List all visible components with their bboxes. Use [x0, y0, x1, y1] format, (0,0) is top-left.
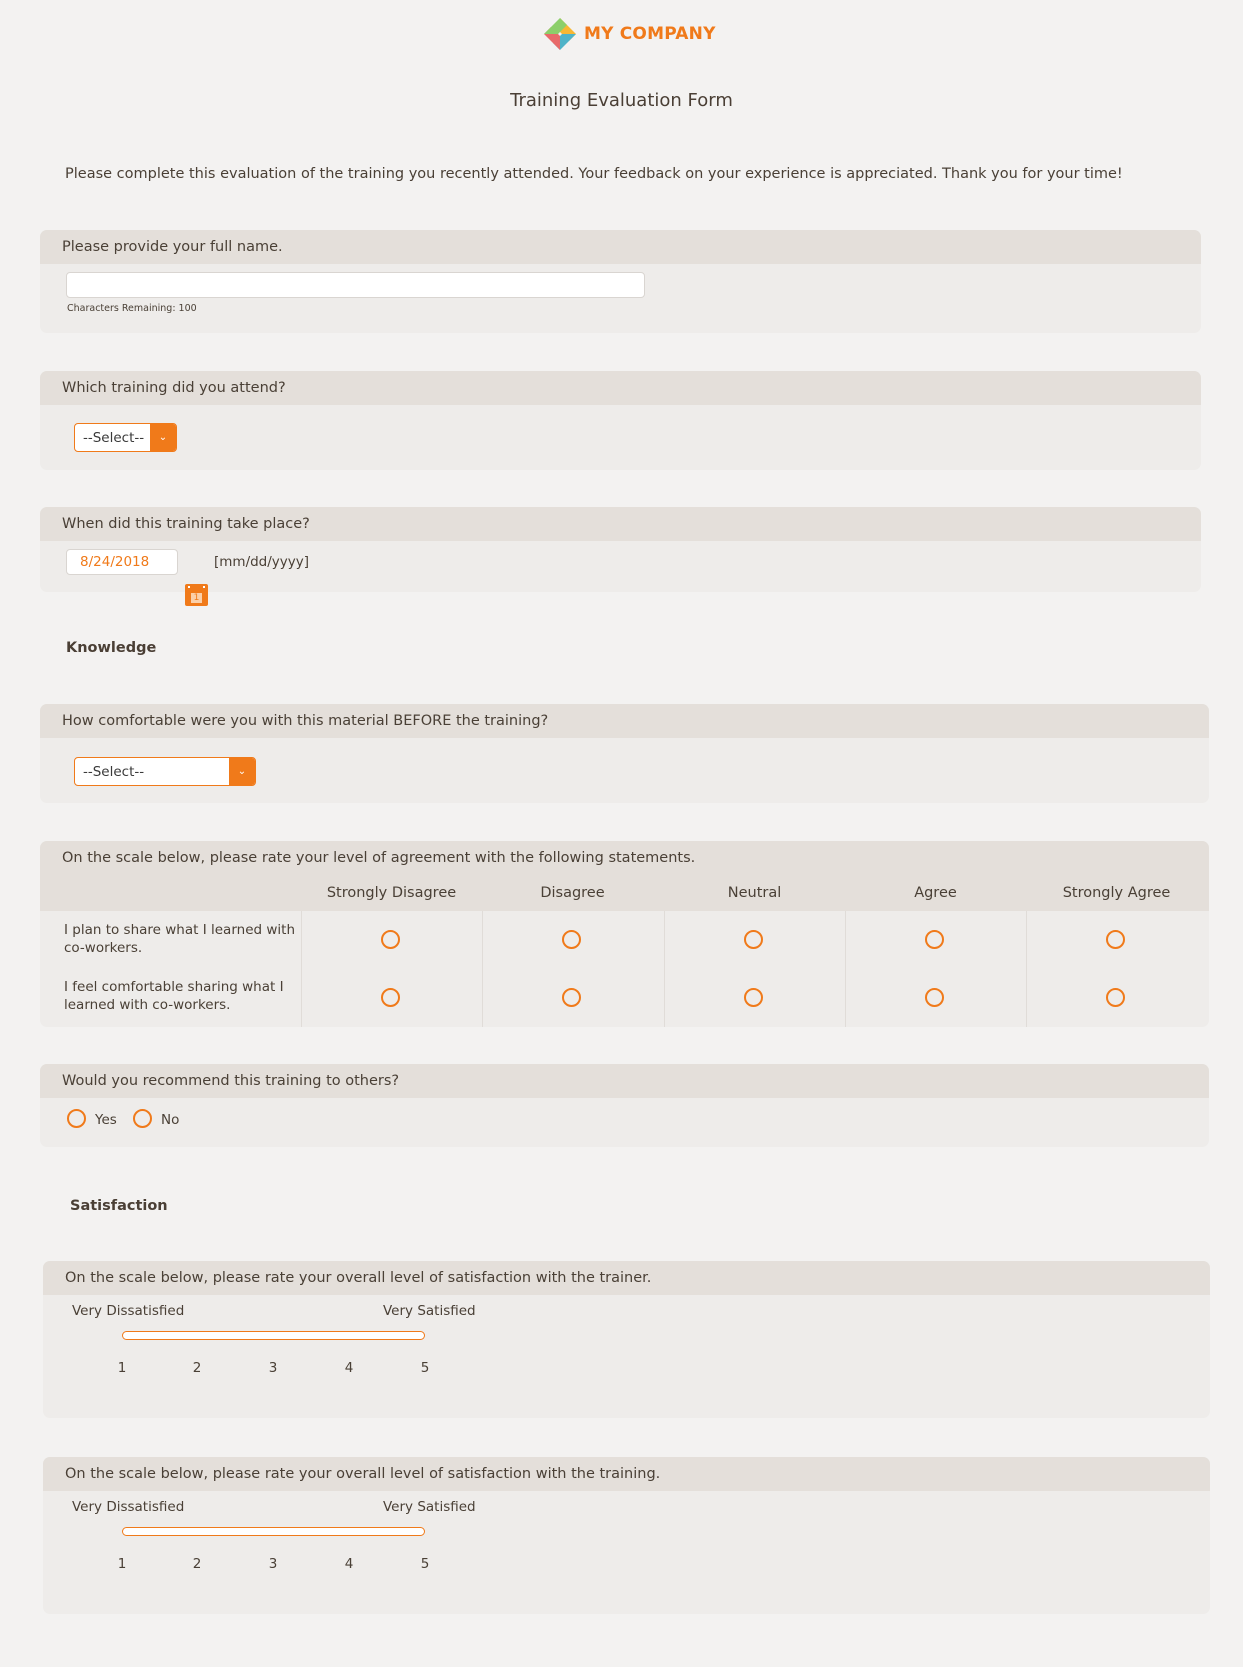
- full-name-input[interactable]: [66, 272, 645, 298]
- select-value: --Select--: [83, 429, 145, 446]
- question-label: On the scale below, please rate your level of agreement with the following statements.: [40, 841, 1209, 875]
- question-comfort-before: [40, 704, 1209, 803]
- radio-strongly-agree[interactable]: [1106, 988, 1125, 1007]
- comfort-before-select[interactable]: [74, 757, 256, 786]
- question-label: Please provide your full name.: [40, 230, 1201, 264]
- question-recommend: [40, 1064, 1209, 1147]
- radio-agree[interactable]: [925, 988, 944, 1007]
- radio-neutral[interactable]: [744, 988, 763, 1007]
- question-agreement-matrix: [40, 841, 1209, 1027]
- question-label: On the scale below, please rate your overall level of satisfaction with the trainer.: [43, 1261, 1210, 1295]
- chevron-down-icon[interactable]: ⌄: [229, 758, 255, 785]
- radio-neutral[interactable]: [744, 930, 763, 949]
- question-full-name: [40, 230, 1201, 333]
- radio-strongly-agree[interactable]: [1106, 930, 1125, 949]
- form-intro: Please complete this evaluation of the training you recently attended. Your feedback on your experience is appreciated. Thank you for your time!: [65, 166, 1123, 182]
- satisfaction-slider[interactable]: [122, 1527, 425, 1536]
- calendar-icon[interactable]: [185, 584, 208, 606]
- question-label: Would you recommend this training to others?: [40, 1064, 1209, 1098]
- question-training-attended: [40, 371, 1201, 470]
- matrix-header: [40, 875, 1209, 911]
- section-heading-knowledge: Knowledge: [66, 640, 157, 656]
- chevron-down-icon[interactable]: ⌄: [150, 424, 176, 451]
- calendar-day: 1: [191, 593, 202, 603]
- matrix-row: [40, 970, 1209, 1027]
- row-statement: I feel comfortable sharing what I learned with co-workers.: [64, 979, 284, 1013]
- scale-low-label: Very Dissatisfied: [72, 1303, 185, 1319]
- scale-tick: 2: [192, 1556, 202, 1572]
- characters-remaining: Characters Remaining: 100: [67, 303, 197, 314]
- scale-tick: 3: [268, 1360, 278, 1376]
- question-label: When did this training take place?: [40, 507, 1201, 541]
- scale-tick: 3: [268, 1556, 278, 1572]
- section-heading-satisfaction: Satisfaction: [70, 1198, 168, 1214]
- scale-tick: 1: [117, 1360, 127, 1376]
- row-statement: I plan to share what I learned with co-workers.: [64, 922, 296, 956]
- radio-disagree[interactable]: [562, 930, 581, 949]
- scale-high-label: Very Satisfied: [383, 1303, 476, 1319]
- question-label: How comfortable were you with this material BEFORE the training?: [40, 704, 1209, 738]
- radio-strongly-disagree[interactable]: [381, 930, 400, 949]
- radio-yes[interactable]: [67, 1109, 86, 1128]
- satisfaction-slider[interactable]: [122, 1331, 425, 1340]
- training-select[interactable]: [74, 423, 177, 452]
- scale-tick: 2: [192, 1360, 202, 1376]
- column-header: Agree: [914, 885, 957, 901]
- question-trainer-satisfaction: [43, 1261, 1210, 1418]
- form-title: Training Evaluation Form: [510, 90, 733, 111]
- question-training-satisfaction: [43, 1457, 1210, 1614]
- scale-tick: 5: [420, 1556, 430, 1572]
- scale-tick: 4: [344, 1360, 354, 1376]
- radio-no[interactable]: [133, 1109, 152, 1128]
- scale-tick: 4: [344, 1556, 354, 1572]
- company-logo: [542, 14, 716, 54]
- column-header: Strongly Disagree: [326, 885, 457, 901]
- scale-high-label: Very Satisfied: [383, 1499, 476, 1515]
- option-label-yes[interactable]: Yes: [95, 1112, 117, 1128]
- scale-low-label: Very Dissatisfied: [72, 1499, 185, 1515]
- diamond-logo-icon: [542, 16, 578, 52]
- question-training-date: [40, 507, 1201, 603]
- question-label: On the scale below, please rate your overall level of satisfaction with the training.: [43, 1457, 1210, 1491]
- select-value: --Select--: [83, 763, 145, 780]
- column-header: Disagree: [540, 885, 605, 901]
- option-label-no[interactable]: No: [161, 1112, 180, 1128]
- company-name: MY COMPANY: [584, 24, 716, 44]
- date-input[interactable]: 8/24/2018: [66, 549, 178, 575]
- date-format-hint: [mm/dd/yyyy]: [214, 554, 310, 570]
- scale-tick: 5: [420, 1360, 430, 1376]
- column-header: Strongly Agree: [1062, 885, 1171, 901]
- matrix-row: [40, 911, 1209, 968]
- question-label: Which training did you attend?: [40, 371, 1201, 405]
- radio-disagree[interactable]: [562, 988, 581, 1007]
- column-header: Neutral: [727, 885, 782, 901]
- radio-strongly-disagree[interactable]: [381, 988, 400, 1007]
- radio-agree[interactable]: [925, 930, 944, 949]
- scale-tick: 1: [117, 1556, 127, 1572]
